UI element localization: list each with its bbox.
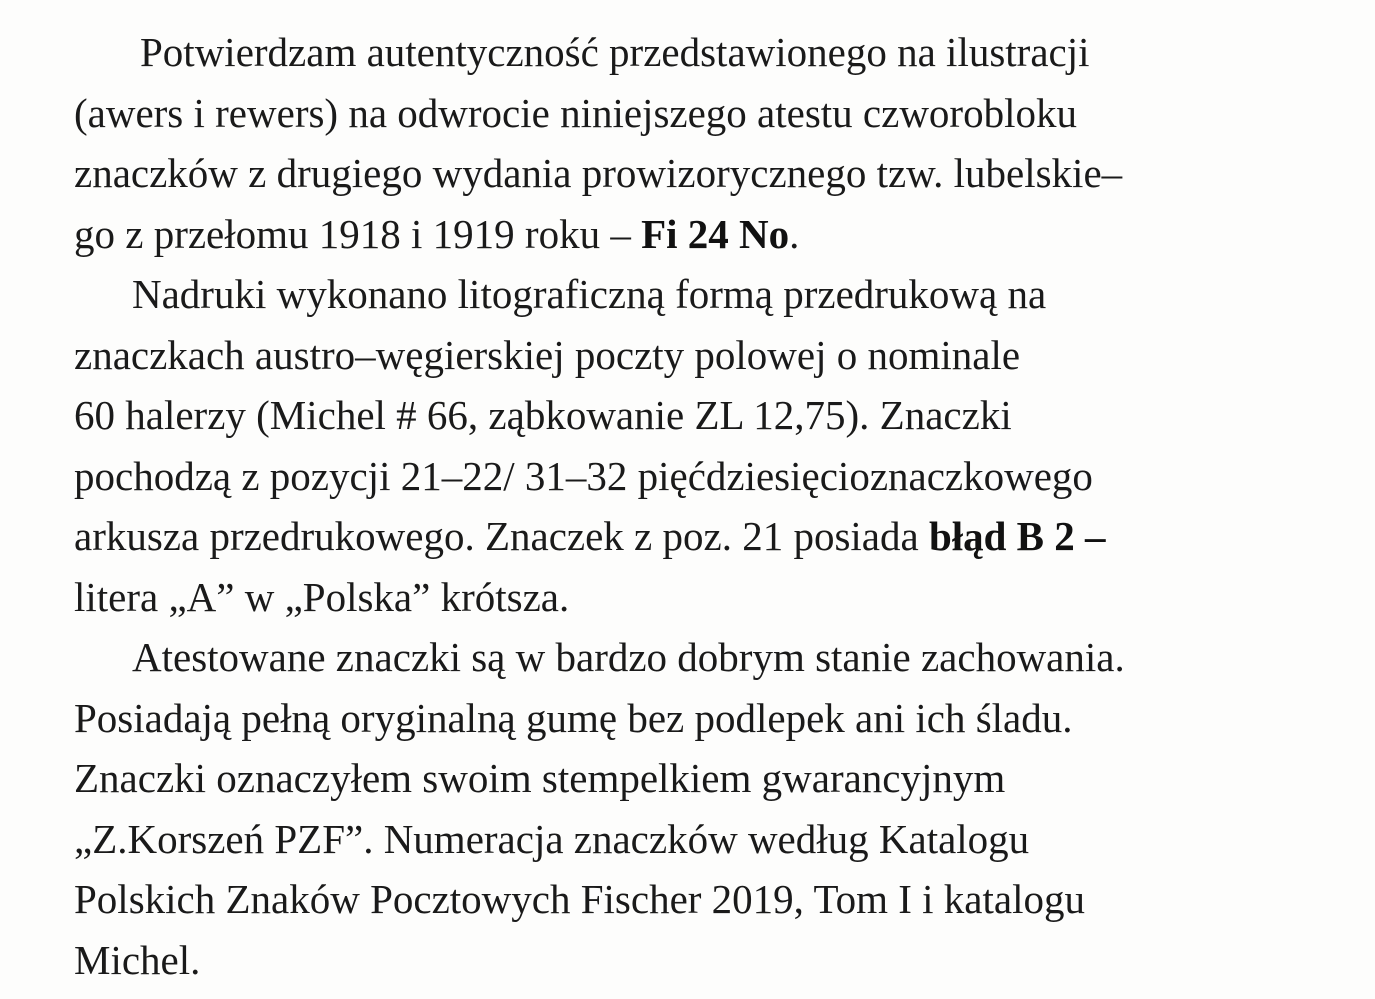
text-segment: Michel. xyxy=(74,936,201,983)
paragraph-3-line-4 xyxy=(74,809,1359,870)
text-segment: pochodzą z pozycji 21–22/ 31–32 pięćdziesięcioznaczkowego xyxy=(74,452,1093,499)
paragraph-3-line-1 xyxy=(74,627,1359,688)
text-segment: Znaczki oznaczyłem swoim stempelkiem gwarancyjnym xyxy=(74,755,1006,801)
paragraph-2-line-4 xyxy=(74,446,1359,507)
text-segment: znaczkach austro–węgierskiej poczty polowej o nominale xyxy=(74,331,1021,378)
text-segment: znaczków z drugiego wydania prowizorycznego tzw. lubelskie– xyxy=(74,150,1123,196)
text-segment: (awers i rewers) na odwrocie niniejszego atestu czworobloku xyxy=(74,89,1077,136)
text-segment: . xyxy=(789,210,800,257)
paragraph-2-line-2 xyxy=(74,325,1359,386)
certificate-text xyxy=(74,22,1359,990)
text-segment: arkusza przedrukowego. Znaczek z poz. 21 posiada xyxy=(74,513,929,559)
text-segment: 60 halerzy (Michel # 66, ząbkowanie ZL 12,75). Znaczki xyxy=(74,392,1012,438)
text-segment: Atestowane znaczki są w bardzo dobrym stanie zachowania. xyxy=(132,634,1125,680)
paragraph-2-line-6 xyxy=(74,567,1359,628)
paragraph-3-line-5 xyxy=(74,869,1359,930)
paragraph-3-line-2 xyxy=(74,688,1359,749)
paragraph-3-line-6 xyxy=(74,930,1359,991)
text-segment: Posiadają pełną oryginalną gumę bez podlepek ani ich śladu. xyxy=(74,694,1073,741)
text-segment: litera „A” w „Polska” krótsza. xyxy=(74,573,570,620)
error-code: błąd B 2 – xyxy=(928,513,1106,559)
text-segment: Polskich Znaków Pocztowych Fischer 2019, Tom I i katalogu xyxy=(74,876,1085,922)
paragraph-1-line-2 xyxy=(74,83,1359,144)
text-segment: Nadruki wykonano litograficzną formą przedrukową na xyxy=(132,271,1047,317)
paragraph-2-line-3 xyxy=(74,385,1359,446)
paragraph-3-line-3 xyxy=(74,748,1359,809)
paragraph-1-line-3 xyxy=(74,143,1359,204)
paragraph-1-line-1 xyxy=(74,22,1359,83)
paragraph-2-line-5 xyxy=(74,506,1359,567)
paragraph-2-line-1 xyxy=(74,264,1359,325)
text-segment: go z przełomu 1918 i 1919 roku – xyxy=(74,210,642,257)
catalog-number: Fi 24 No xyxy=(641,210,790,257)
text-segment: „Z.Korszeń PZF”. Numeracja znaczków według Katalogu xyxy=(74,815,1030,862)
paragraph-1-line-4 xyxy=(74,204,1359,265)
text-segment: Potwierdzam autentyczność przedstawionego na ilustracji xyxy=(140,29,1090,75)
